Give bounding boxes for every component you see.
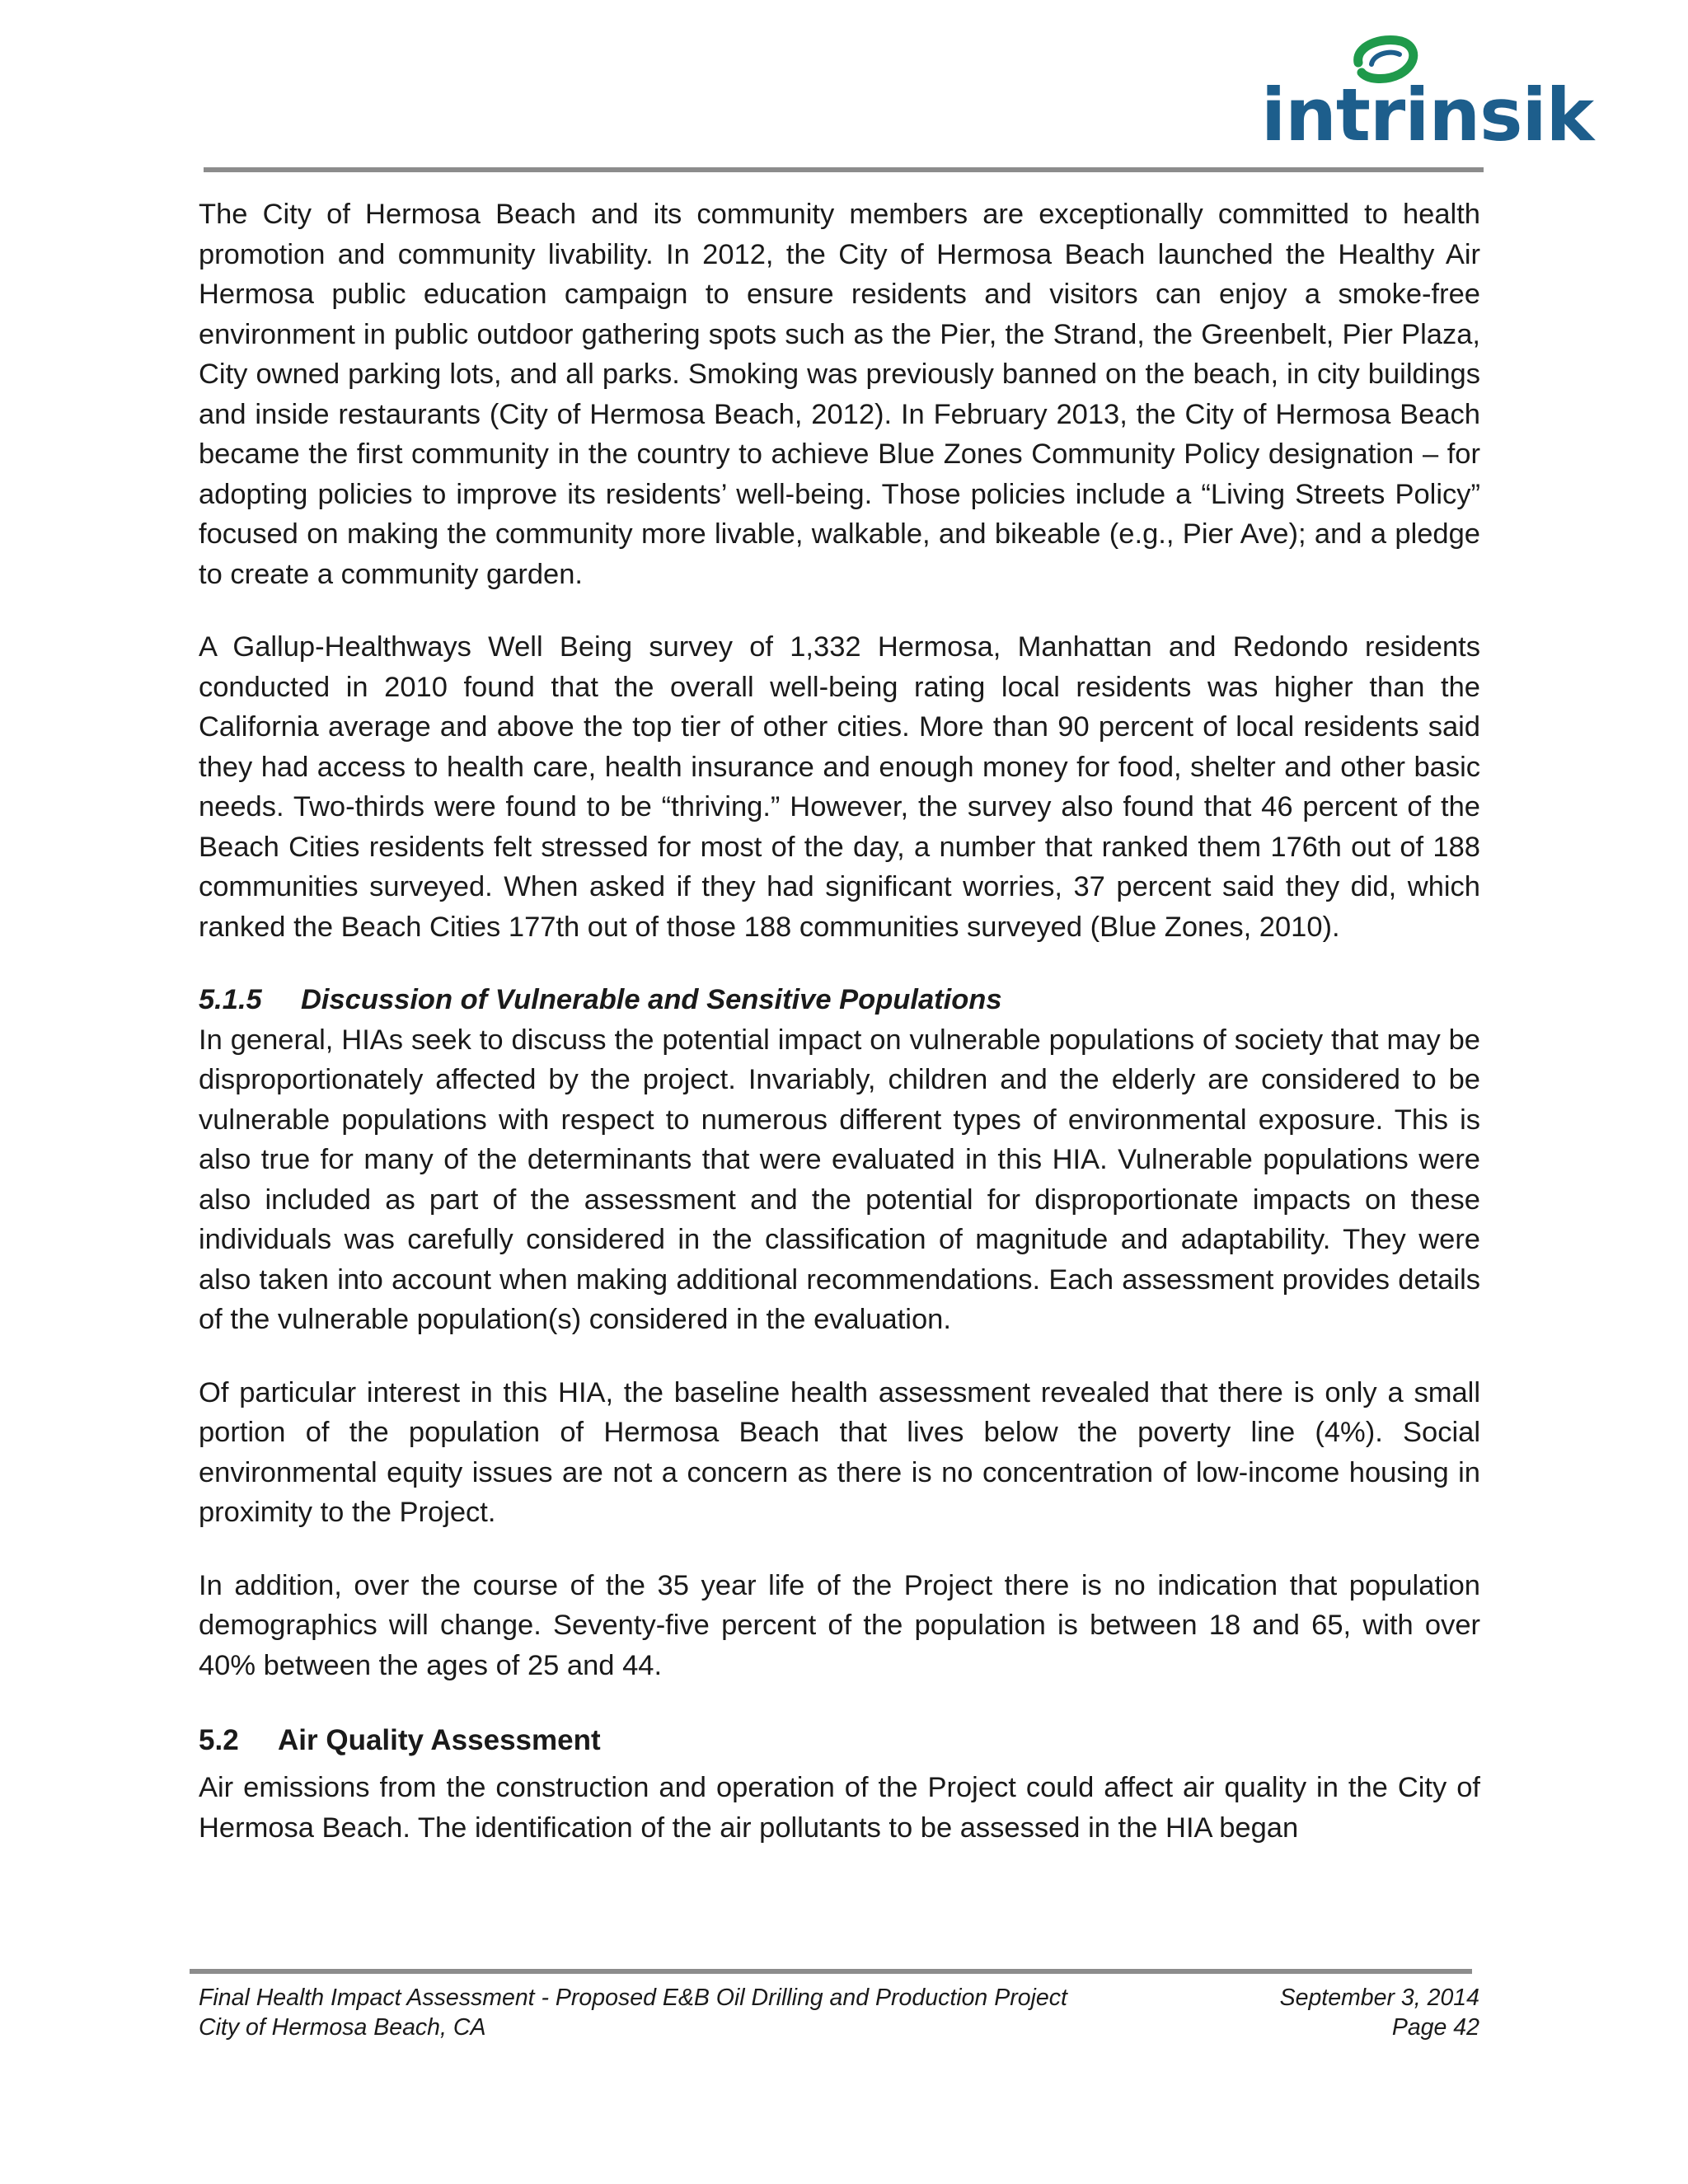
section-heading-5-1-5	[199, 980, 1480, 1020]
footer-document-title: Final Health Impact Assessment - Proposed E&B Oil Drilling and Production Project	[199, 1985, 1067, 2011]
footer-divider	[190, 1969, 1472, 1974]
paragraph-vulnerable-populations: In general, HIAs seek to discuss the potential impact on vulnerable populations of society that may be disproportionately affected by the project. Invariably, children and the elderly are considered to be vulnerable populations with respect to numerous different types of environmental exposure. This is also true for many of the determinants that were evaluated in this HIA. Vulnerable populations were also included as part of the assessment and the potential for disproportionate impacts on these individuals was carefully considered in the classification of magnitude and adaptability. They were also taken into account when making additional recommendations. Each assessment provides details of the vulnerable population(s) considered in the evaluation.	[199, 1024, 1480, 1335]
document-body	[199, 194, 1480, 1881]
section-title: Air Quality Assessment	[278, 1724, 601, 1756]
section-number: 5.1.5	[199, 984, 262, 1015]
header-divider	[204, 167, 1484, 172]
logo-wordmark: intrinsik	[1261, 73, 1594, 157]
footer-location: City of Hermosa Beach, CA	[199, 2014, 486, 2041]
paragraph-air-emissions: Air emissions from the construction and operation of the Project could affect air quality in the City of Hermosa Beach. The identification of the air pollutants to be assessed in the HIA began	[199, 1772, 1480, 1844]
paragraph-demographics: In addition, over the course of the 35 year life of the Project there is no indication that population demographics will change. Seventy-five percent of the population is between 18 and 65, with over 40% between the ages of 25 and 44.	[199, 1569, 1480, 1681]
section-number: 5.2	[199, 1724, 239, 1756]
footer-page-number: Page 42	[1391, 2014, 1479, 2041]
paragraph-gallup-survey: A Gallup-Healthways Well Being survey of 1,332 Hermosa, Manhattan and Redondo residents conducted in 2010 found that the overall well-being rating local residents was higher than the California average and above the top tier of other cities. More than 90 percent of local residents said they had access to health care, health insurance and enough money for food, shelter and other basic needs. Two-thirds were found to be “thriving.” However, the survey also found that 46 percent of the Beach Cities residents felt stressed for most of the day, a number that ranked them 176th out of 188 communities surveyed. When asked if they had significant worries, 37 percent said they did, which ranked the Beach Cities 177th out of those 188 communities surveyed (Blue Zones, 2010).	[199, 631, 1480, 943]
paragraph-healthy-air: The City of Hermosa Beach and its community members are exceptionally committed to health promotion and community livability. In 2012, the City of Hermosa Beach launched the Healthy Air Hermosa public education campaign to ensure residents and visitors can enjoy a smoke-free environment in public outdoor gathering spots such as the Pier, the Strand, the Greenbelt, Pier Plaza, City owned parking lots, and all parks. Smoking was previously banned on the beach, in city buildings and inside restaurants (City of Hermosa Beach, 2012). In February 2013, the City of Hermosa Beach became the first community in the country to achieve Blue Zones Community Policy designation – for adopting policies to improve its residents’ well-being. Those policies include a “Living Streets Policy” focused on making the community more livable, walkable, and bikeable (e.g., Pier Ave); and a pledge to create a community garden.	[199, 199, 1480, 590]
section-heading-5-2	[199, 1718, 1480, 1763]
paragraph-poverty-line: Of particular interest in this HIA, the baseline health assessment revealed that there is only a small portion of the population of Hermosa Beach that lives below the poverty line (4%). Social environmental equity issues are not a concern as there is no concentration of low-income housing in proximity to the Project.	[199, 1376, 1480, 1528]
page-footer	[199, 1983, 1479, 2042]
footer-date: September 3, 2014	[1279, 1985, 1479, 2011]
section-title: Discussion of Vulnerable and Sensitive Populations	[301, 984, 1002, 1015]
intrinsik-logo	[1261, 31, 1594, 157]
